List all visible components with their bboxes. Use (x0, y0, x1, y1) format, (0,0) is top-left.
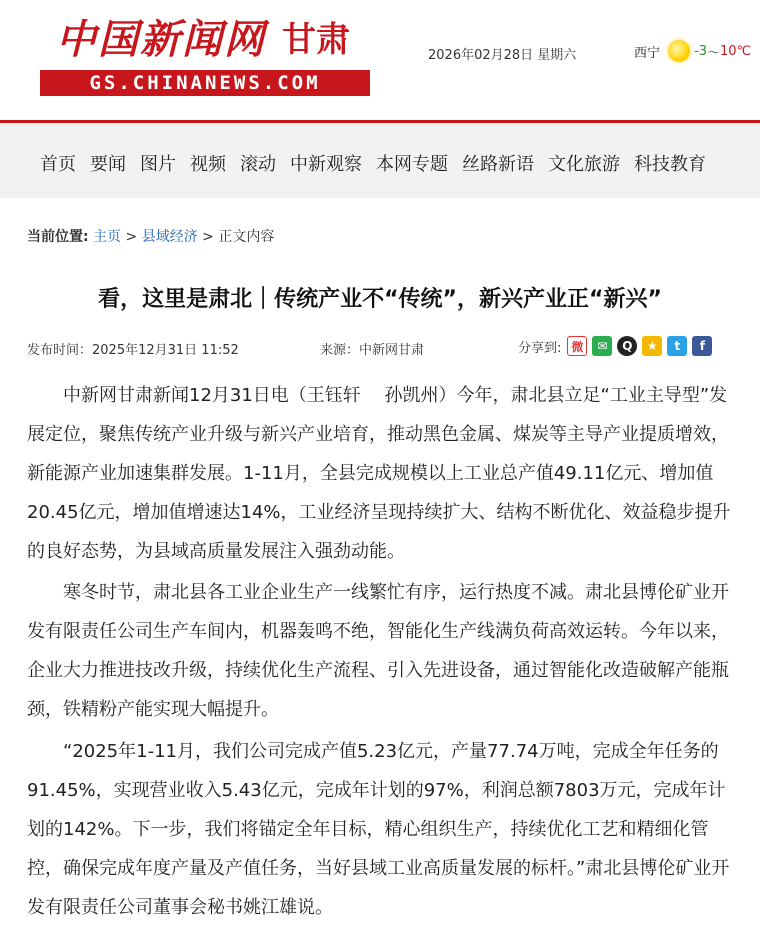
temp-separator: ～ (706, 45, 720, 61)
article-title: 看，这里是肃北｜传统产业不“传统”，新兴产业正“新兴” (98, 287, 662, 312)
share-bar (518, 336, 717, 356)
nav-item-home[interactable]: 首页 (40, 154, 76, 175)
tencent-weibo-icon[interactable]: t (667, 336, 687, 356)
sun-icon (668, 40, 690, 62)
breadcrumb (27, 226, 274, 246)
temp-high: 10℃ (720, 43, 752, 59)
temp-low: -3 (694, 43, 707, 59)
nav-item-tech-education[interactable]: 科技教育 (634, 154, 706, 175)
current-date: 2026年02月28日 星期六 (428, 48, 577, 63)
share-icons (567, 336, 717, 356)
nav-item-special[interactable]: 本网专题 (376, 154, 448, 175)
nav-list (40, 150, 720, 176)
article-source: 来源：中新网甘肃 (320, 343, 425, 358)
breadcrumb-separator: > (125, 229, 142, 245)
breadcrumb-home-link[interactable]: 主页 (93, 229, 122, 245)
logo-url-banner[interactable]: GS.CHINANEWS.COM (40, 70, 370, 96)
nav-item-observation[interactable]: 中新观察 (290, 154, 362, 175)
breadcrumb-section-link[interactable]: 县域经济 (141, 229, 198, 245)
breadcrumb-label: 当前位置: (27, 229, 89, 245)
share-label: 分享到: (518, 340, 562, 356)
breadcrumb-current: 正文内容 (218, 229, 275, 245)
weather-city: 西宁 (634, 45, 661, 61)
breadcrumb-separator: > (202, 229, 219, 245)
nav-item-video[interactable]: 视频 (190, 154, 226, 175)
article-paragraph: “2025年1-11月，我们公司完成产值5.23亿元，产量77.74万吨，完成全年任务的91.45%，实现营业收入5.43亿元，完成年计划的97%，利润总额7803万元，完成年计划的142%。下一步，我们将锚定全年目标，精心组织生产，持续优化工艺和精细化管控，确保完成年度产量及产值任务，当好县域工业高质量发展的标杆。”肃北县博伦矿业开发有限责任公司董事会秘书姚江雄说。 (27, 741, 730, 918)
nav-item-news[interactable]: 要闻 (90, 154, 126, 175)
weather-widget (634, 40, 751, 62)
article-paragraph: 中新网甘肃新闻12月31日电（王钰轩 孙凯州）今年，肃北县立足“工业主导型”发展定位，聚焦传统产业升级与新兴产业培育，推动黑色金属、煤炭等主导产业提质增效，新能源产业加速集群发展。1-11月，全县完成规模以上工业总产值49.11亿元、增加值20.45亿元，增加值增速达14%，工业经济呈现持续扩大、结构不断优化、效益稳步提升的良好态势，为县域高质量发展注入强劲动能。 (27, 385, 731, 562)
nav-item-photos[interactable]: 图片 (140, 154, 176, 175)
site-header (0, 0, 760, 120)
logo-main-text: 中国新闻网 (56, 15, 266, 63)
publish-time: 发布时间：2025年12月31日 11:52 (27, 343, 239, 358)
nav-item-rolling[interactable]: 滚动 (240, 154, 276, 175)
weibo-icon[interactable]: 微 (567, 336, 587, 356)
wechat-icon[interactable]: ✉ (592, 336, 612, 356)
qq-icon[interactable]: Q (617, 336, 637, 356)
facebook-icon[interactable]: f (692, 336, 712, 356)
site-logo[interactable] (56, 10, 350, 62)
main-nav (0, 123, 760, 198)
nav-item-culture-tourism[interactable]: 文化旅游 (548, 154, 620, 175)
nav-item-silkroad[interactable]: 丝路新语 (462, 154, 534, 175)
logo-region-text: 甘肃 (282, 19, 350, 60)
qzone-icon[interactable]: ★ (642, 336, 662, 356)
article-paragraph: 寒冬时节，肃北县各工业企业生产一线繁忙有序，运行热度不减。肃北县博伦矿业开发有限责任公司生产车间内，机器轰鸣不绝，智能化生产线满负荷高效运转。今年以来，企业大力推进技改升级，持续优化生产流程、引入先进设备，通过智能化改造破解产能瓶颈，铁精粉产能实现大幅提升。 (27, 582, 729, 720)
